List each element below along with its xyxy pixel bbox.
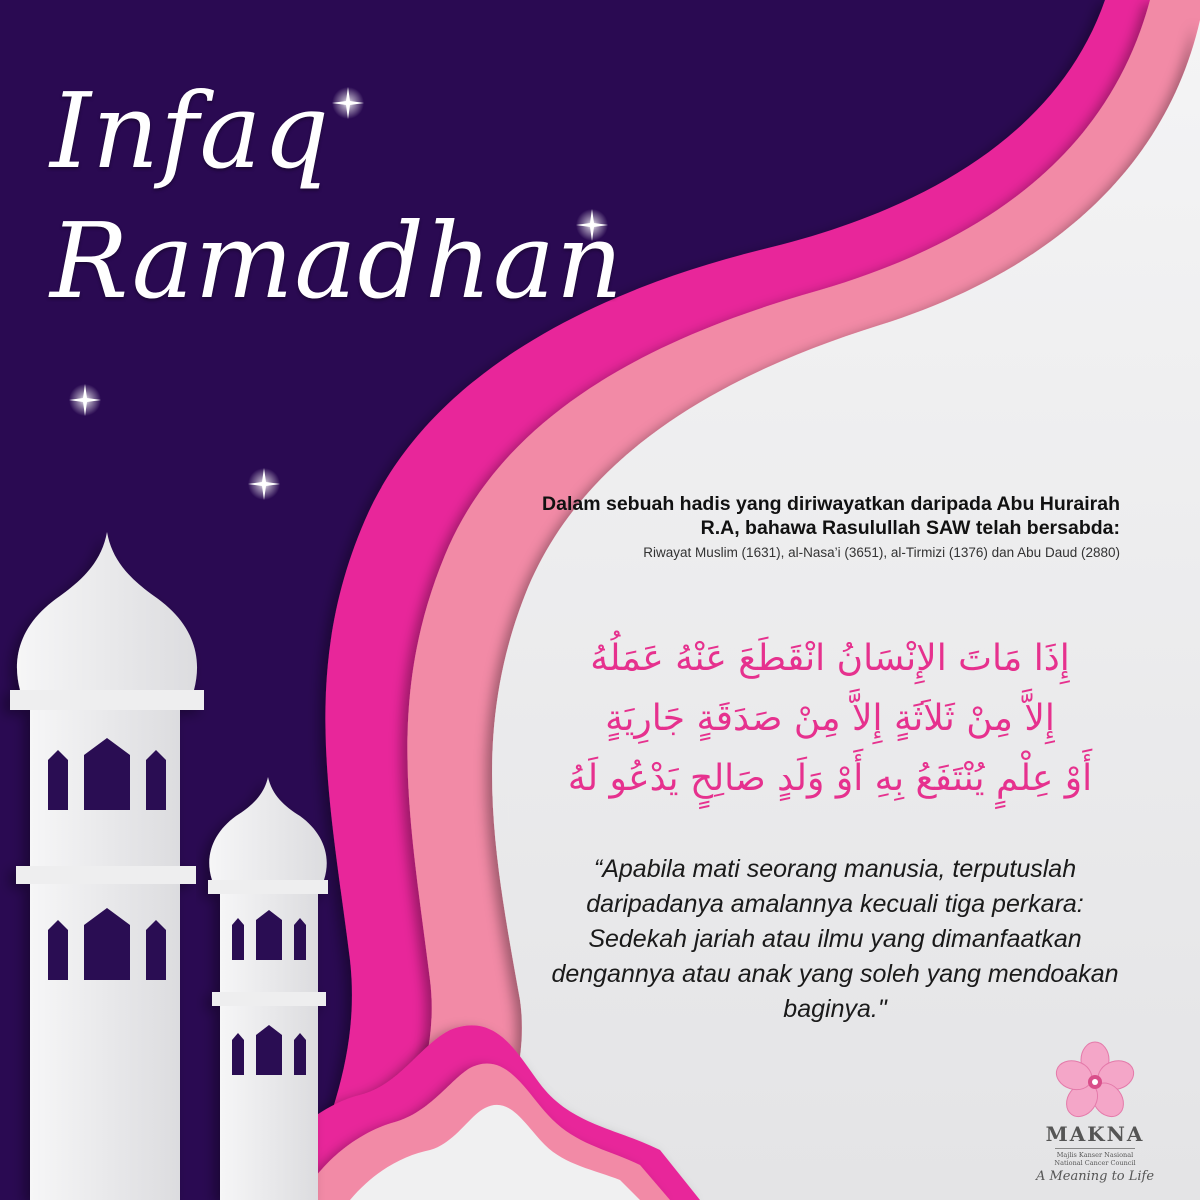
- arabic-line-3: أَوْ عِلْمٍ يُنْتَفَعُ بِهِ أَوْ وَلَدٍ صَالِحٍ يَدْعُو لَهُ: [567, 758, 1093, 799]
- hadith-intro: Dalam sebuah hadis yang diriwayatkan daripada Abu Hurairah R.A, bahawa Rasulullah SAW telah bersabda:: [542, 493, 1120, 539]
- logo-subtitle-malay: Majlis Kanser Nasional: [1056, 1151, 1134, 1159]
- hadith-translation: “Apabila mati seorang manusia, terputuslah daripadanya amalannya kecuali tiga perkara: Sedekah jariah atau ilmu yang dimanfaatkan dengannya atau anak yang soleh yang mendoakan baginya.": [551, 855, 1119, 1023]
- minaret-large: [10, 532, 204, 1200]
- star-icon: [332, 87, 364, 119]
- logo-name: MAKNA: [1045, 1122, 1145, 1146]
- logo-tagline: A Meaning to Life: [1035, 1169, 1155, 1184]
- star-icon: [69, 384, 101, 416]
- logo-divider: [1055, 1148, 1135, 1149]
- makna-logo: [1030, 1040, 1160, 1184]
- hadith-narration: Riwayat Muslim (1631), al-Nasa’i (3651), al-Tirmizi (1376) dan Abu Daud (2880): [643, 545, 1120, 560]
- arabic-line-1: إِذَا مَاتَ الإِنْسَانُ انْقَطَعَ عَنْهُ عَمَلُهُ: [590, 638, 1070, 679]
- flower-icon: [1055, 1040, 1135, 1120]
- logo-subtitle-english: National Cancer Council: [1054, 1159, 1136, 1167]
- minaret-small: [208, 777, 328, 1200]
- star-icon: [248, 468, 280, 500]
- title-line-1: Infaq: [50, 70, 331, 192]
- arabic-line-2: إِلاَّ مِنْ ثَلاَثَةٍ إِلاَّ مِنْ صَدَقَةٍ جَارِيَةٍ: [605, 698, 1055, 739]
- title-line-2: Ramadhan: [50, 200, 624, 322]
